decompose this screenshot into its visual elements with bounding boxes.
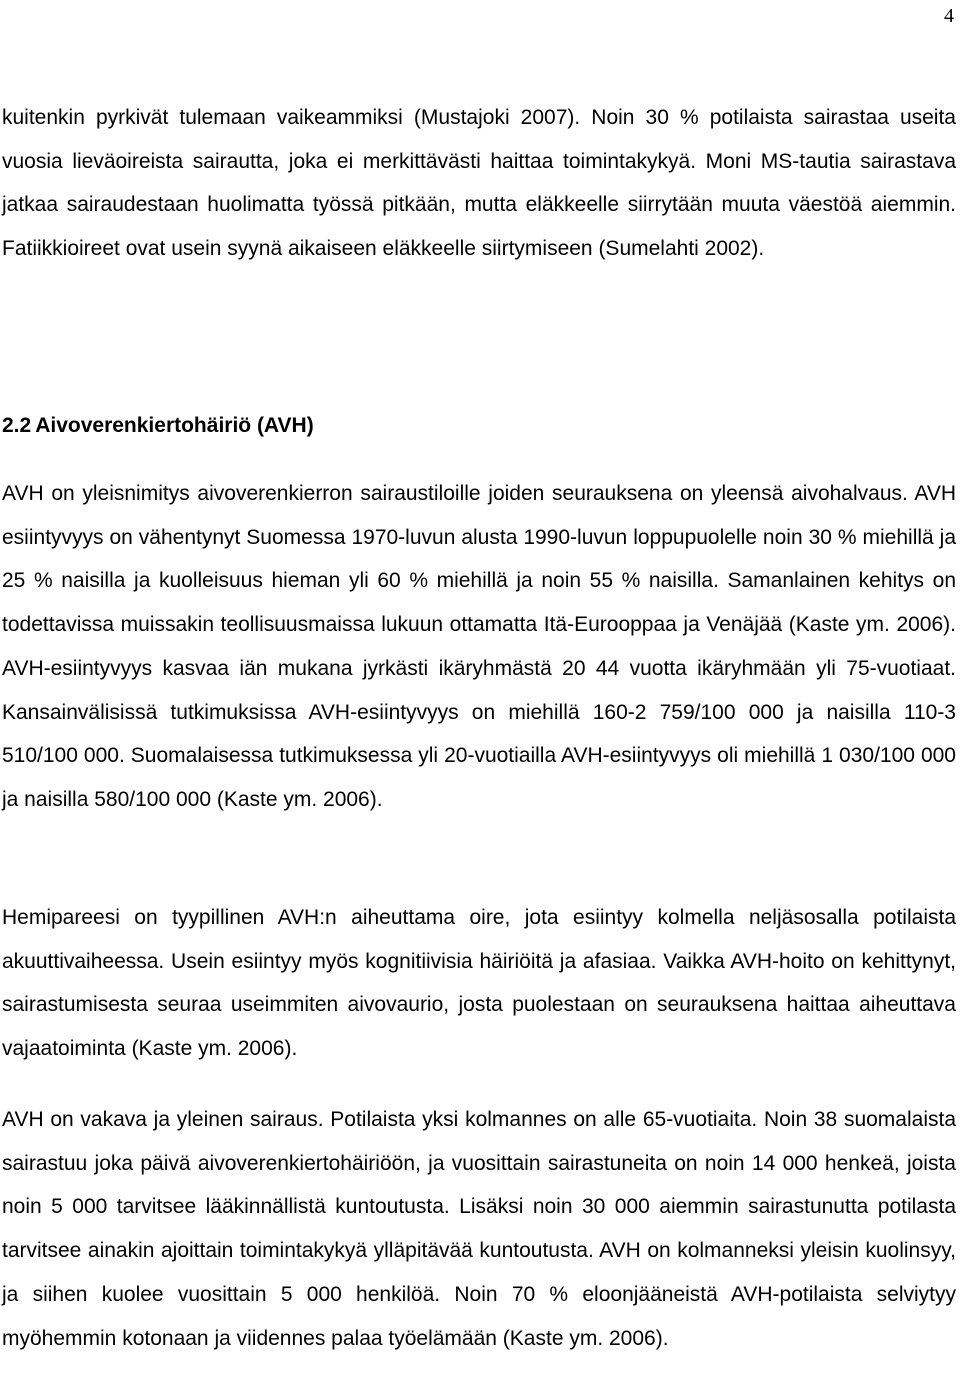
avh-definition-paragraph: AVH on yleisnimitys aivoverenkierron sairaustiloille joiden seurauksena on yleensä aivohalvaus. AVH esiintyvyys on vähentynyt Suomessa 1970-luvun alusta 1990-luvun loppupuolelle noin 30 % miehillä ja 25 % naisilla ja kuolleisuus hieman yli 60 % miehillä ja noin 55 % naisilla. Samanlainen kehitys on todettavissa muissakin teollisuusmaissa lukuun ottamatta Itä-Eurooppaa ja Venäjää (Kaste ym. 2006). AVH-esiintyvyys kasvaa iän mukana jyrkästi ikäryhmästä 20 44 vuotta ikäryhmään yli 75-vuotiaat. Kansainvälisissä tutkimuksissa AVH-esiintyvyys on miehillä 160-2 759/100 000 ja naisilla 110-3 510/100 000. Suomalaisessa tutkimuksessa yli 20-vuotiailla AVH-esiintyvyys oli miehillä 1 030/100 000 ja naisilla 580/100 000 (Kaste ym. 2006). — [2, 482, 956, 811]
page-number: 4 — [944, 5, 954, 27]
hemiparesis-paragraph: Hemipareesi on tyypillinen AVH:n aiheuttama oire, jota esiintyy kolmella neljäsosalla potilaista akuuttivaiheessa. Usein esiintyy myös kognitiivisia häiriöitä ja afasiaa. Vaikka AVH-hoito on kehittynyt, sairastumisesta seuraa useimmiten aivovaurio, josta puolestaan on seurauksena haittaa aiheuttava vajaatoiminta (Kaste ym. 2006). — [2, 906, 956, 1061]
section-title: Aivoverenkiertohäiriö (AVH) — [35, 414, 314, 437]
burden-block — [2, 1098, 956, 1360]
section-heading — [2, 404, 314, 447]
section-number: 2.2 — [2, 414, 32, 437]
intro-paragraph: kuitenkin pyrkivät tulemaan vaikeammiksi (Mustajoki 2007). Noin 30 % potilaista sairastaa useita vuosia lieväoireista sairautta, joka ei merkittävästi haittaa toimintakykyä. Moni MS-tautia sairastava jatkaa sairaudestaan huolimatta työssä pitkään, mutta eläkkeelle siirrytään muuta väestöä aiemmin. Fatiikkioireet ovat usein syynä aikaiseen eläkkeelle siirtymiseen (Sumelahti 2002). — [2, 106, 956, 261]
hemiparesis-block — [2, 896, 956, 1071]
intro-block — [2, 96, 956, 271]
avh-definition-block — [2, 472, 956, 822]
burden-paragraph: AVH on vakava ja yleinen sairaus. Potilaista yksi kolmannes on alle 65-vuotiaita. Noin 38 suomalaista sairastuu joka päivä aivoverenkiertohäiriöön, ja vuosittain sairastuneita on noin 14 000 henkeä, joista noin 5 000 tarvitsee lääkinnällistä kuntoutusta. Lisäksi noin 30 000 aiemmin sairastunutta potilasta tarvitsee ainakin ajoittain toimintakykyä ylläpitävää kuntoutusta. AVH on kolmanneksi yleisin kuolinsyy, ja siihen kuolee vuosittain 5 000 henkilöä. Noin 70 % eloonjääneistä AVH-potilaista selviytyy myöhemmin kotonaan ja viidennes palaa työelämään (Kaste ym. 2006). — [2, 1108, 956, 1350]
